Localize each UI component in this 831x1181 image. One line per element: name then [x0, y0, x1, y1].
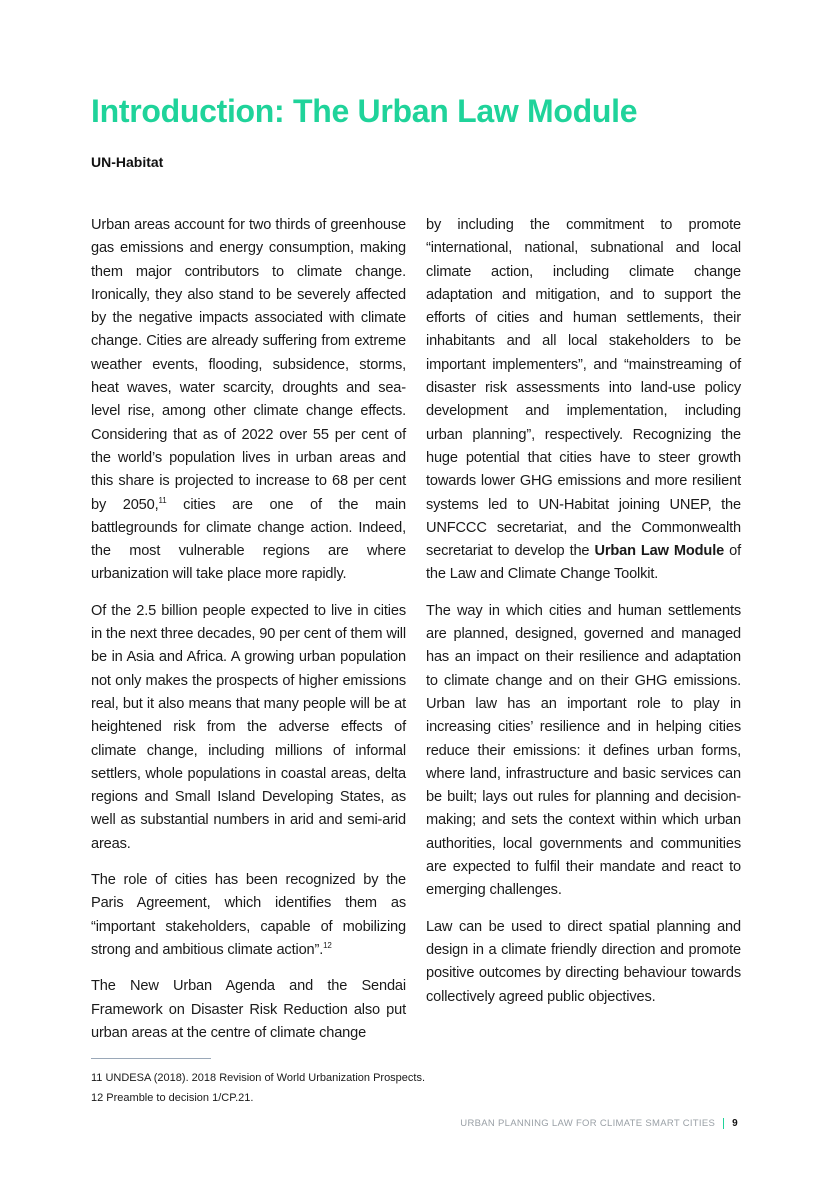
paragraph: The way in which cities and human settlements are planned, designed, governed and managed has an impact on their resilience and adaptation to climate change and on their GHG emissions. Urban law has an important role to play in increasing cities’ resilience and in helping cities reduce their emissions: it defines urban forms, where land, infrastructure and basic services can be built; lays out rules for planning and decision-making; and sets the context within which urban authorities, local governments and communities are expected to fulfil their mandate and react to emerging challenges.	[426, 602, 741, 899]
paragraph-text: The role of cities has been recognized by the Paris Agreement, which identifies them as “important stakeholders, capable of mobilizing strong and ambitious climate action”.	[91, 872, 406, 958]
footnote: 12 Preamble to decision 1/CP.21.	[91, 1092, 254, 1104]
footnote-ref: 12	[323, 941, 332, 951]
footer-divider	[723, 1118, 724, 1129]
footnote-ref: 11	[158, 495, 167, 505]
paragraph	[91, 869, 406, 962]
paragraph-text: by including the commitment to promote “international, national, subnational and local climate action, including climate change adaptation and mitigation, and to support the efforts of cities and human settlements, their inhabitants and all local stakeholders to be important implementers”, and “mainstreaming of disaster risk assessments into land-use policy development and implementation, including urban planning”, respectively. Recognizing the huge potential that cities have to steer growth towards lower GHG emissions and more resilient systems led to UN-Habitat joining UNEP, the UNFCCC secretariat, and the Commonwealth secretariat to develop the	[426, 217, 741, 560]
paragraph-text: of the Law and Climate Change Toolkit.	[426, 543, 741, 583]
paragraph: The New Urban Agenda and the Sendai Framework on Disaster Risk Reduction also put urban areas at the centre of climate change	[91, 978, 406, 1041]
page-number: 9	[732, 1118, 738, 1129]
author-byline: UN-Habitat	[91, 154, 164, 170]
bold-term: Urban Law Module	[594, 543, 725, 560]
right-column	[426, 214, 741, 1022]
footnote: 11 UNDESA (2018). 2018 Revision of World Urbanization Prospects.	[91, 1072, 426, 1084]
footnote-divider	[91, 1058, 211, 1059]
paragraph-text: Urban areas account for two thirds of greenhouse gas emissions and energy consumption, making them major contributors to climate change. Ironically, they also stand to be severely affected by the negative impacts associated with climate change. Cities are already suffering from extreme weather events, flooding, subsidence, storms, heat waves, water scarcity, droughts and sea-level rise, among other climate change effects. Considering that as of 2022 over 55 per cent of the world’s population lives in urban areas and this share is projected to increase to 68 per cent by 2050,	[91, 217, 406, 513]
paragraph	[91, 214, 406, 587]
left-column	[91, 214, 406, 1058]
footnotes	[91, 1068, 425, 1108]
paragraph: Law can be used to direct spatial planning and design in a climate friendly direction and promote positive outcomes by directing behaviour towards collectively agreed public objectives.	[426, 918, 741, 1005]
running-title: URBAN PLANNING LAW FOR CLIMATE SMART CITIES	[460, 1118, 716, 1129]
paragraph	[426, 214, 741, 587]
paragraph: Of the 2.5 billion people expected to live in cities in the next three decades, 90 per cent of them will be in Asia and Africa. A growing urban population not only makes the prospects of higher emissions real, but it also means that many people will be at heightened risk from the adverse effects of climate change, including millions of informal settlers, whole populations in coastal areas, delta regions and Small Island Developing States, as well as substantial numbers in arid and semi-arid areas.	[91, 602, 406, 852]
paragraph-text: cities are one of the main battlegrounds for climate change action. Indeed, the most vulnerable regions are where urbanization will take place more rapidly.	[91, 496, 406, 583]
page-footer	[460, 1118, 738, 1129]
page-title: Introduction: The Urban Law Module	[91, 93, 638, 129]
